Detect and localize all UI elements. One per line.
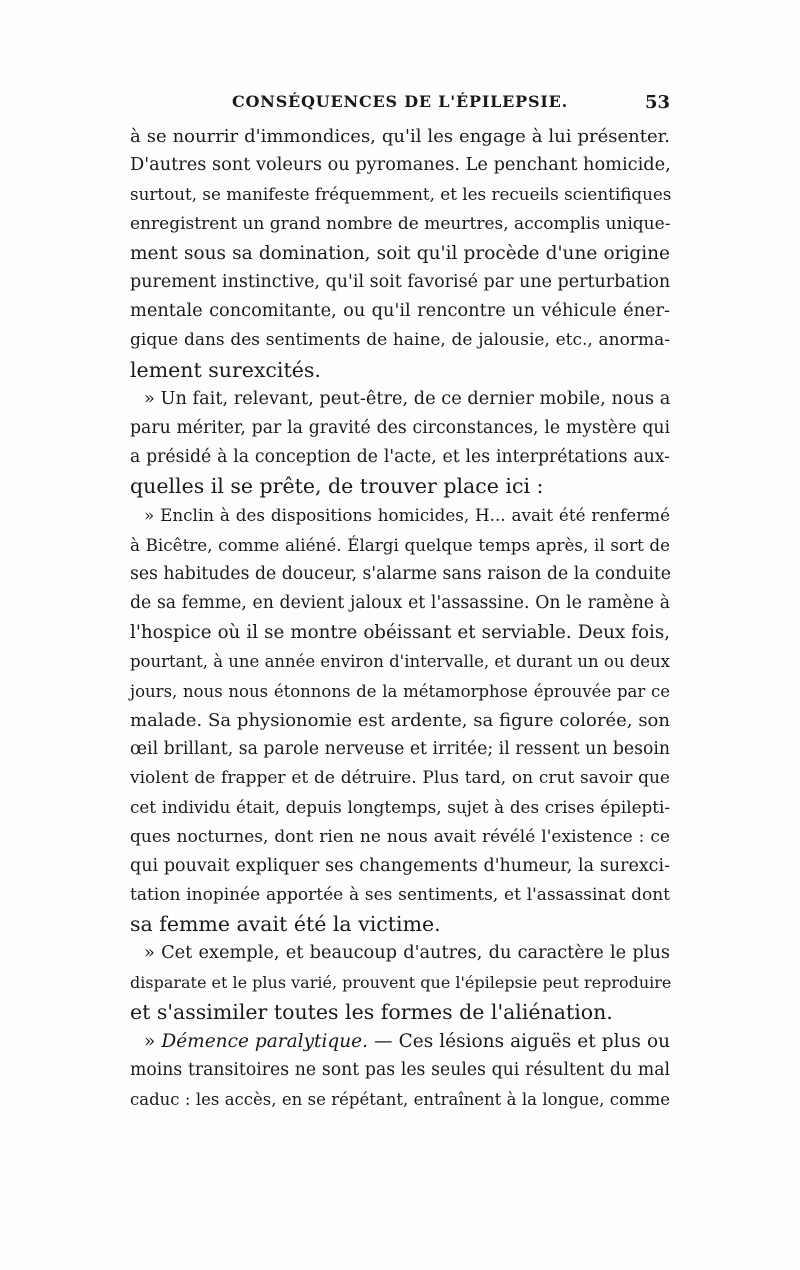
text-line: malade. Sa physionomie est ardente, sa figure colorée, son (130, 709, 670, 731)
text-line: D'autres sont voleurs ou pyromanes. Le penchant homicide, (130, 155, 671, 176)
text-line: » Cet exemple, et beaucoup d'autres, du caractère le plus (144, 943, 670, 964)
quote-mark: » (144, 1030, 156, 1052)
text-line: cet individu était, depuis longtemps, sujet à des crises épilepti- (130, 797, 670, 818)
text-line: mentale concomitante, ou qu'il rencontre un véhicule éner- (130, 301, 670, 322)
text-line: caduc : les accès, en se répétant, entraînent à la longue, comme (130, 1090, 670, 1110)
text-line: a présidé à la conception de l'acte, et les interprétations aux- (130, 447, 670, 468)
text-line: moins transitoires ne sont pas les seules qui résultent du mal (130, 1060, 670, 1080)
text-line: » Enclin à des dispositions homicides, H... avait été renfermé (144, 505, 670, 526)
text-line: gique dans des sentiments de haine, de jalousie, etc., anorma- (130, 330, 670, 351)
text-line: de sa femme, en devient jaloux et l'assassine. On le ramène à (130, 593, 670, 613)
text-line: tation inopinée apportée à ses sentiments, et l'assassinat dont (130, 884, 670, 905)
text-line: quelles il se prête, de trouver place ici : (130, 474, 544, 499)
text-line: disparate et le plus varié, prouvent que l'épilepsie peut reproduire (130, 973, 672, 993)
text-line: » Un fait, relevant, peut-être, de ce dernier mobile, nous a (144, 388, 671, 409)
text-line: qui pouvait expliquer ses changements d'humeur, la surexci- (130, 855, 670, 876)
section-heading: Démence paralytique. (161, 1030, 368, 1052)
text-line: ques nocturnes, dont rien ne nous avait révélé l'existence : ce (130, 826, 670, 847)
running-head (130, 92, 670, 116)
text-line: à Bicêtre, comme aliéné. Élargi quelque temps après, il sort de (130, 534, 670, 555)
running-title: CONSÉQUENCES DE L'ÉPILEPSIE. (232, 92, 568, 111)
text-line: purement instinctive, qu'il soit favorisé par une perturbation (130, 271, 671, 292)
text-line: surtout, se manifeste fréquemment, et les recueils scientifiques (130, 184, 672, 205)
text-line: ses habitudes de douceur, s'alarme sans raison de la conduite (130, 563, 671, 584)
text-line: l'hospice où il se montre obéissant et serviable. Deux fois, (130, 622, 670, 644)
text-line: enregistrent un grand nombre de meurtres, accomplis unique- (130, 213, 671, 234)
text-line: pourtant, à une année environ d'intervalle, et durant un ou deux (130, 652, 670, 672)
text-line: et s'assimiler toutes les formes de l'aliénation. (130, 999, 613, 1024)
page-number: 53 (644, 92, 670, 113)
heading-line-text: — Ces lésions aiguës et plus ou (374, 1030, 670, 1052)
text-line: lement surexcités. (130, 357, 321, 382)
text-line: à se nourrir d'immondices, qu'il les engage à lui présenter. (130, 126, 670, 147)
text-line: paru mériter, par la gravité des circonstances, le mystère qui (130, 417, 670, 438)
text-line: sa femme avait été la victime. (130, 912, 441, 937)
text-line: ment sous sa domination, soit qu'il procède d'une origine (130, 242, 670, 264)
text-line: jours, nous nous étonnons de la métamorphose éprouvée par ce (130, 681, 670, 701)
body-text (130, 122, 670, 1114)
text-line: violent de frapper et de détruire. Plus tard, on crut savoir que (130, 768, 670, 789)
text-line: œil brillant, sa parole nerveuse et irritée; il ressent un besoin (130, 738, 670, 759)
section-heading-line (130, 1027, 670, 1056)
